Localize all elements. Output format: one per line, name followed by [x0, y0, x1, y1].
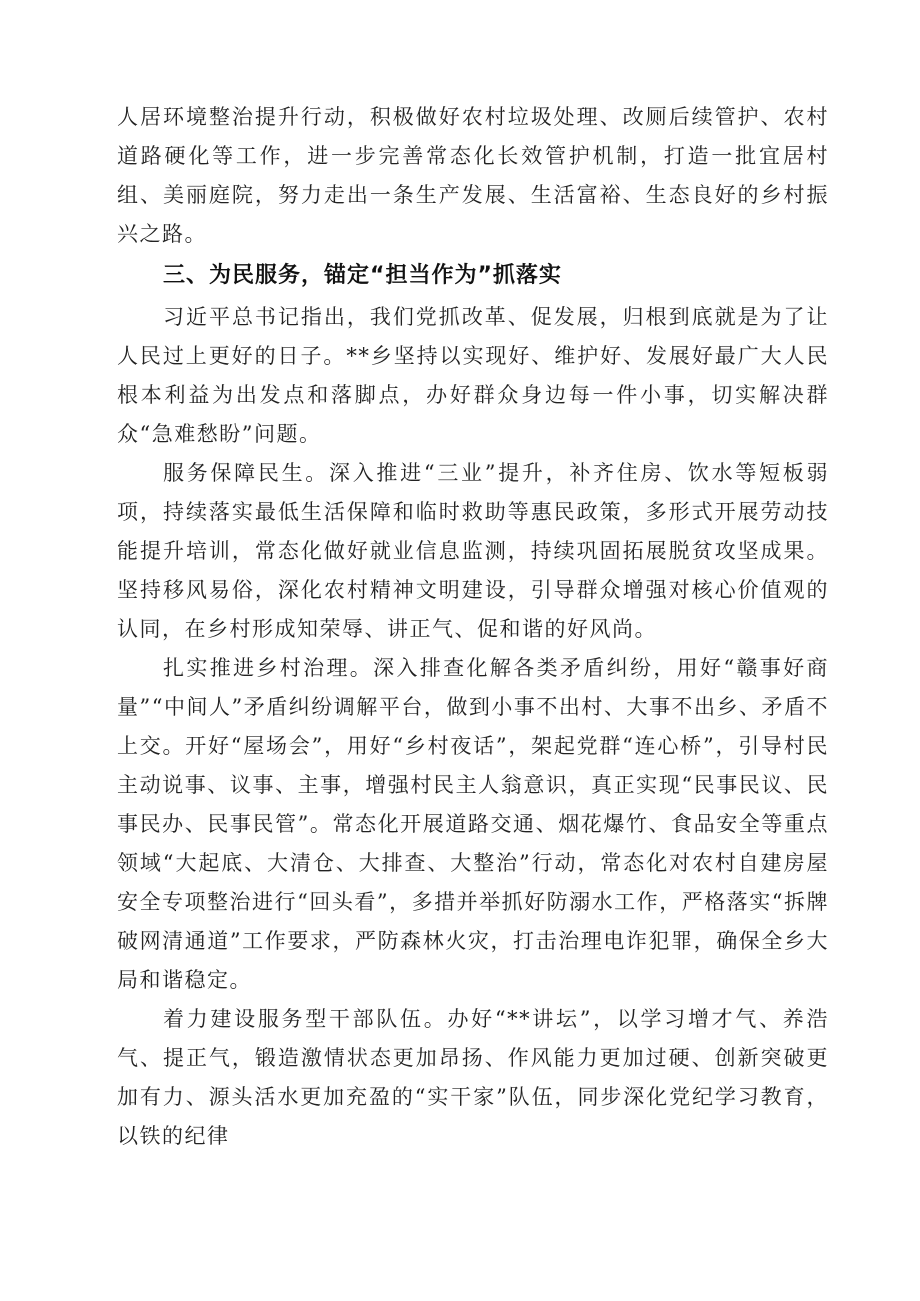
paragraph-livelihood: 服务保障民生。深入推进“三业”提升，补齐住房、饮水等短板弱项，持续落实最低生活保障和临时救助等惠民政策，多形式开展劳动技能提升培训，常态化做好就业信息监测，持续巩固拓展脱贫攻坚成果。坚持移风易俗，深化农村精神文明建设，引导群众增强对核心价值观的认同，在乡村形成知荣辱、讲正气、促和谐的好风尚。	[117, 461, 829, 641]
paragraph-governance: 扎实推进乡村治理。深入排查化解各类矛盾纠纷，用好“赣事好商量”“中间人”矛盾纠纷调解平台，做到小事不出村、大事不出乡、矛盾不上交。开好“屋场会”，用好“乡村夜话”，架起党群“连心桥”，引导村民主动说事、议事、主事，增强村民主人翁意识，真正实现“民事民议、民事民办、民事民管”。常态化开展道路交通、烟花爆竹、食品安全等重点领域“大起底、大清仓、大排查、大整治”行动，常态化对农村自建房屋安全专项整治进行“回头看”，多措并举抓好防溺水工作，严格落实“拆牌破网清通道”工作要求，严防森林火灾，打击治理电诈犯罪，确保全乡大局和谐稳定。	[117, 656, 829, 992]
paragraph-continuation: 人居环境整治提升行动，积极做好农村垃圾处理、改厕后续管护、农村道路硬化等工作，进一步完善常态化长效管护机制，打造一批宜居村组、美丽庭院，努力走出一条生产发展、生活富裕、生态良好的乡村振兴之路。	[117, 105, 829, 246]
document-body	[117, 98, 829, 1156]
paragraph-cadre-team: 着力建设服务型干部队伍。办好“**讲坛”，以学习增才气、养浩气、提正气，锻造激情状态更加昂扬、作风能力更加过硬、创新突破更加有力、源头活水更加充盈的“实干家”队伍，同步深化党纪学习教育，以铁的纪律	[117, 1007, 829, 1148]
paragraph-intro: 习近平总书记指出，我们党抓改革、促发展，归根到底就是为了让人民过上更好的日子。**乡坚持以实现好、维护好、发展好最广大人民根本利益为出发点和落脚点，办好群众身边每一件小事，切实解决群众“急难愁盼”问题。	[117, 305, 829, 446]
section-heading-3: 三、为民服务，锚定“担当作为”抓落实	[163, 263, 562, 288]
